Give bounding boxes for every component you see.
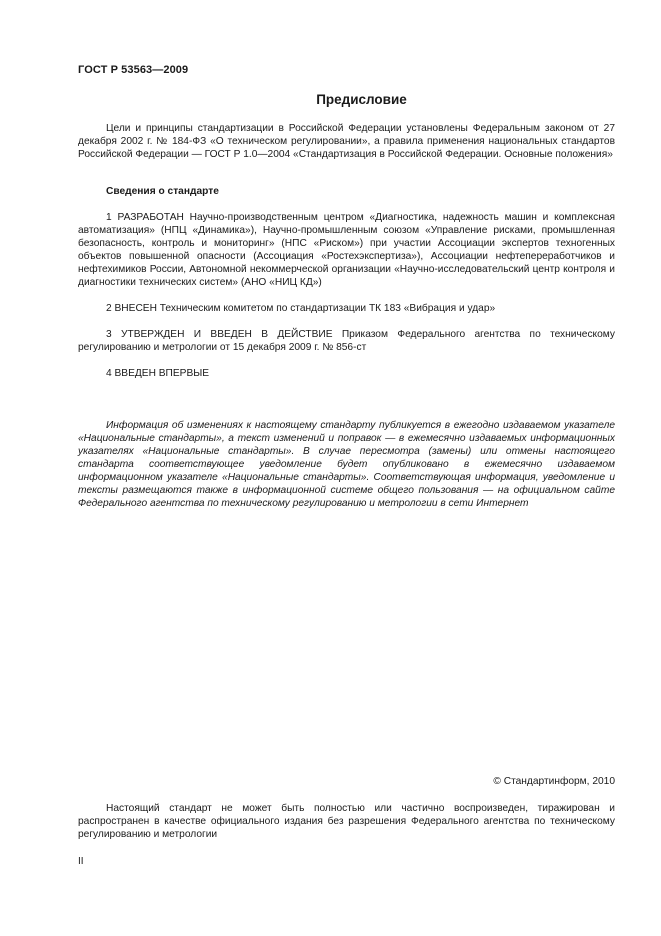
intro-paragraph: Цели и принципы стандартизации в Российской Федерации установлены Федеральным законом от 27 декабря 2002 г. № 184-ФЗ «О техническом регулировании», а правила применения национальных стандартов Российской Федерации — ГОСТ Р 1.0—2004 «Стандартизация в Российской Федерации. Основные положения» [78, 123, 615, 160]
item-4-first-introduced: 4 ВВЕДЕН ВПЕРВЫЕ [106, 368, 210, 379]
page-number: II [78, 856, 84, 867]
item-2-introduced: 2 ВНЕСЕН Техническим комитетом по стандартизации ТК 183 «Вибрация и удар» [106, 303, 496, 314]
document-id: ГОСТ Р 53563—2009 [78, 64, 189, 76]
changes-notice: Информация об изменениях к настоящему стандарту публикуется в ежегодно издаваемом указателе «Национальные стандарты», а текст изменений и поправок — в ежемесячно издаваемых информационных указателях «Национальные стандарты». В случае пересмотра (замены) или отмены настоящего стандарта соответствующее уведомление будет опубликовано в ежемесячно издаваемом информационном указателе «Национальные стандарты». Соответствующая информация, уведомление и тексты размещаются также в информационной системе общего пользования — на официальном сайте Федерального агентства по техническому регулированию и метрологии в сети Интернет [78, 420, 615, 509]
page-title: Предисловие [316, 92, 407, 107]
section-title: Сведения о стандарте [106, 186, 219, 197]
item-1-developed: 1 РАЗРАБОТАН Научно-производственным центром «Диагностика, надежность машин и комплексная автоматизация» (НПЦ «Динамика»), Научно-промышленным союзом «Управление рисками, промышленная безопасность, контроль и мониторинг» (НПС «Риском») при участии Ассоциации экспертов техногенных объектов повышенной опасности (Ассоциация «Ростехэкспертиза»), Ассоциации нефтепереработчиков и нефтехимиков России, Автономной некоммерческой организации «Научно-исследовательский центр контроля и диагностики технических систем» (АНО «НИЦ КД») [78, 212, 615, 288]
copyright-line: © Стандартинформ, 2010 [493, 776, 615, 787]
reproduction-notice: Настоящий стандарт не может быть полностью или частично воспроизведен, тиражирован и распространен в качестве официального издания без разрешения Федерального агентства по техническому регулированию и метрологии [78, 803, 615, 840]
item-3-approved: 3 УТВЕРЖДЕН И ВВЕДЕН В ДЕЙСТВИЕ Приказом Федерального агентства по техническому регулированию и метрологии от 15 декабря 2009 г. № 856-ст [78, 329, 615, 353]
